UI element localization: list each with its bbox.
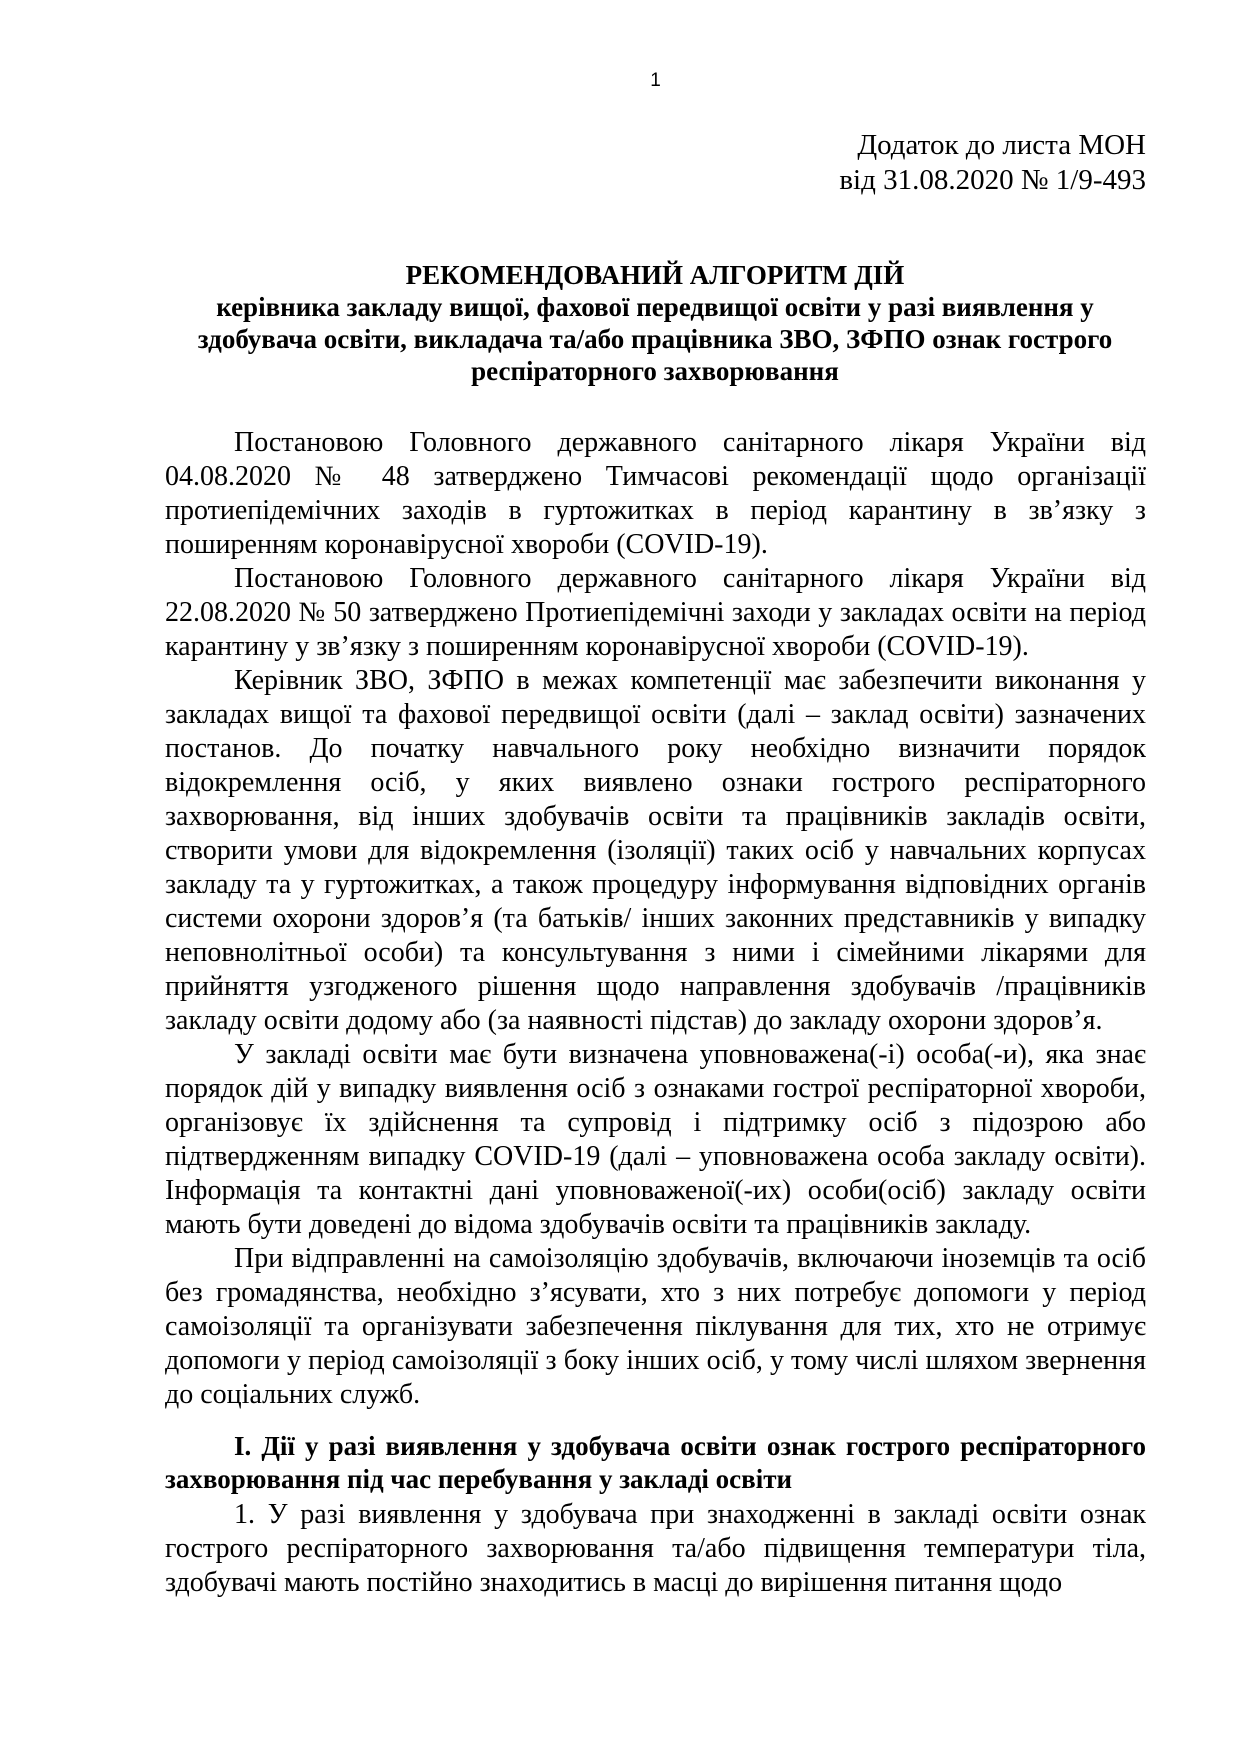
section-body — [165, 1498, 1146, 1600]
section-heading — [165, 1430, 1146, 1496]
appendix-reference — [839, 128, 1146, 198]
appendix-line-2: від 31.08.2020 № 1/9-493 — [839, 164, 1146, 196]
appendix-line-1: Додаток до листа МОН — [857, 129, 1146, 161]
title-line-1: РЕКОМЕНДОВАНИЙ АЛГОРИТМ ДІЙ — [405, 260, 905, 290]
paragraph: При відправленні на самоізоляцію здобувачів, включаючи іноземців та осіб без громадянства, необхідно з’ясувати, хто з них потребує допомоги у період самоізоляції та організувати забезпечення піклування для тих, хто не отримує допомоги у період самоізоляції з боку інших осіб, у тому числі шляхом звернення до соціальних служб. — [165, 1243, 1146, 1410]
paragraph: Керівник ЗВО, ЗФПО в межах компетенції має забезпечити виконання у закладах вищої та фахової передвищої освіти (далі – заклад освіти) зазначених постанов. До початку навчального року необхідно визначити порядок відокремлення осіб, у яких виявлено ознаки гострого респіраторного захворювання, від інших здобувачів освіти та працівників закладів освіти, створити умови для відокремлення (ізоляції) таких осіб у навчальних корпусах закладу та у гуртожитках, а також процедуру інформування відповідних органів системи охорони здоров’я (та батьків/ інших законних представників у випадку неповнолітньої особи) та консультування з ними і сімейними лікарями для прийняття узгодженого рішення щодо направлення здобувачів /працівників закладу освіти додому або (за наявності підстав) до закладу охорони здоров’я. — [165, 665, 1146, 1036]
document-title — [165, 259, 1145, 387]
section-heading-text: І. Дії у разі виявлення у здобувача освіти ознак гострого респіраторного захворювання під час перебування у закладі освіти — [165, 1431, 1146, 1494]
paragraph: Постановою Головного державного санітарного лікаря України від 22.08.2020 № 50 затверджено Протиепідемічні заходи у закладах освіти на період карантину у зв’язку з поширенням коронавірусної хвороби (COVID-19). — [165, 563, 1146, 662]
intro-body — [165, 426, 1146, 1412]
title-line-2: керівника закладу вищої, фахової передвищої освіти у разі виявлення у здобувача освіти, викладача та/або працівника ЗВО, ЗФПО ознак гострого респіраторного захворювання — [197, 292, 1113, 386]
paragraph: Постановою Головного державного санітарного лікаря України від 04.08.2020 № 48 затверджено Тимчасові рекомендації щодо організації протиепідемічних заходів в гуртожитках в період карантину в зв’язку з поширенням коронавірусної хвороби (COVID-19). — [165, 427, 1146, 560]
paragraph: У закладі освіти має бути визначена уповноважена(-і) особа(-и), яка знає порядок дій у випадку виявлення осіб з ознаками гострої респіраторної хвороби, організовує їх здійснення та супровід і підтримку осіб з підозрою або підтвердженням випадку COVID-19 (далі – уповноважена особа закладу освіти). Інформація та контактні дані уповноваженої(-их) особи(осіб) закладу освіти мають бути доведені до відома здобувачів освіти та працівників закладу. — [165, 1039, 1146, 1240]
paragraph: 1. У разі виявлення у здобувача при знаходженні в закладі освіти ознак гострого респіраторного захворювання та/або підвищення температури тіла, здобувачі мають постійно знаходитись в масці до вирішення питання щодо — [165, 1499, 1146, 1598]
page-number: 1 — [650, 70, 661, 91]
